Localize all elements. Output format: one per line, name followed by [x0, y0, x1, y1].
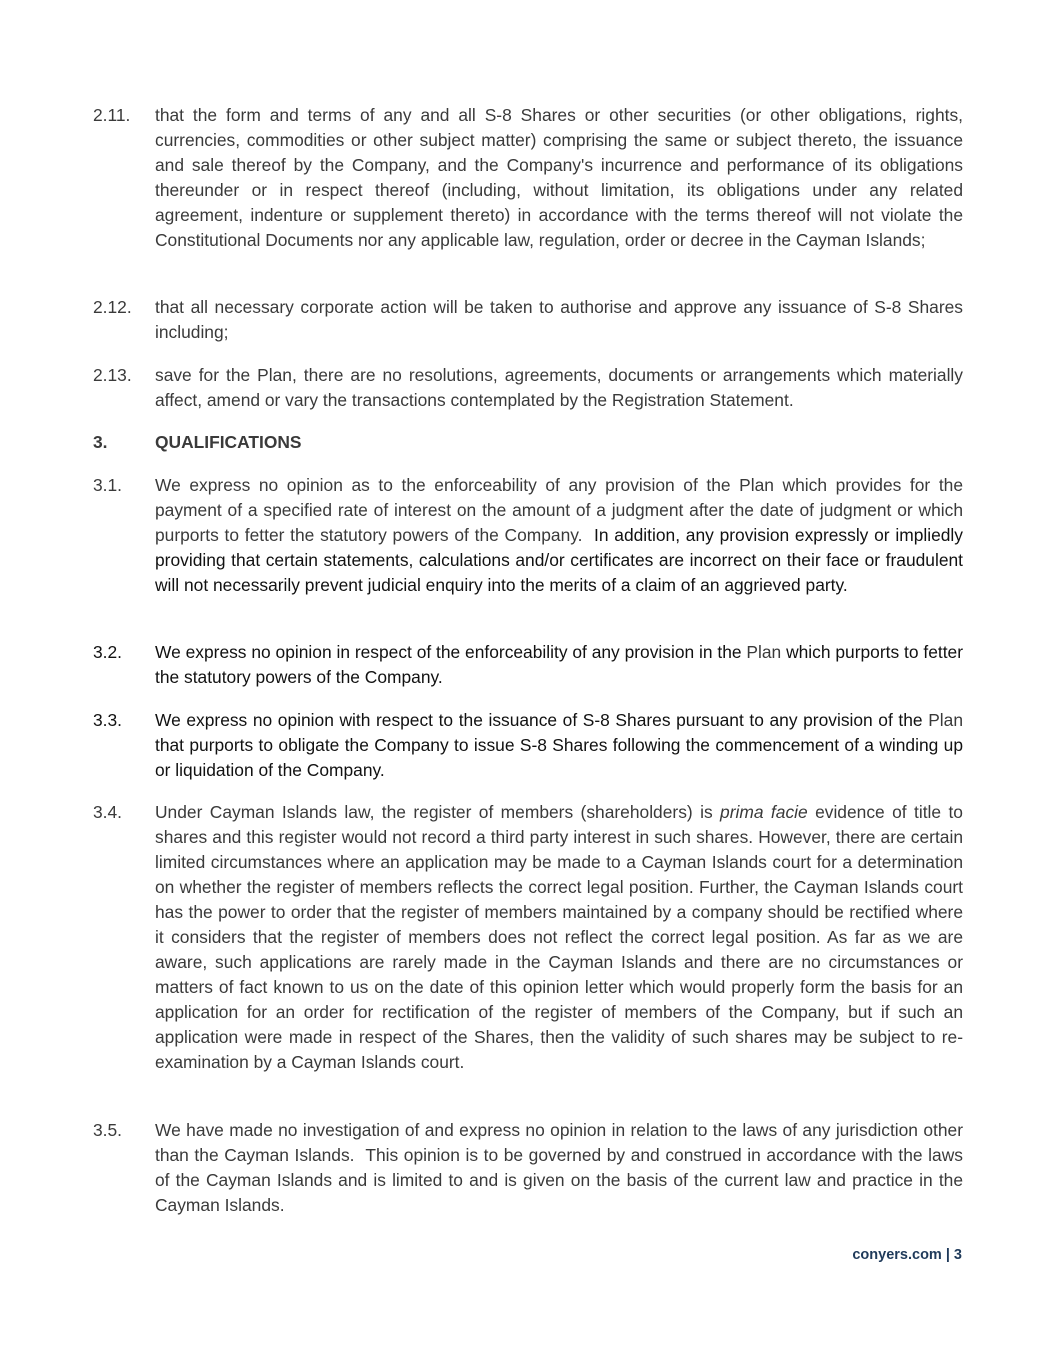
clause-2-12 — [93, 295, 963, 345]
plan-term: Plan — [928, 710, 963, 730]
qualification-3-4 — [93, 800, 963, 1075]
qualification-3-1 — [93, 473, 963, 598]
clause-text-part: We express no opinion in respect of the enforceability of any provision in the — [155, 642, 742, 662]
clause-text-part: We express no opinion as to the enforceability of any provision of the Plan which provides for the payment of a specified rate of interest on the amount of a judgment after the date of judgment or which purports to fetter the statutory powers of the Company. — [155, 475, 963, 545]
clause-2-13 — [93, 363, 963, 413]
section-heading — [93, 430, 302, 455]
clause-text — [155, 473, 963, 598]
clause-text: that all necessary corporate action will be taken to authorise and approve any issuance of S-8 Shares including; — [155, 297, 963, 342]
clause-number: 3.2. — [93, 642, 123, 662]
clause-text-part: evidence of title to shares and this register would not record a third party interest in such shares. However, there are certain limited circumstances where an application may be made to a Cayman Islands court for a determination on whether the register of members reflects the correct legal position. Further, the Cayman Islands court has the power to order that the register of members maintained by a company should be rectified where it considers that the register of members does not reflect the correct legal position. As far as we are aware, such applications are rarely made in the Cayman Islands and there are no circumstances or matters of fact known to us on the date of this opinion letter which would properly form the basis for an application for an order for rectification of the register of members of the Company, but if such an application were made in respect of the Shares, then the validity of such shares may be subject to re-examination by a Cayman Islands court. — [155, 802, 963, 1072]
plan-term: Plan — [746, 642, 782, 662]
latin-term: prima facie — [720, 802, 808, 822]
clause-text — [155, 640, 963, 690]
qualification-3-3 — [93, 708, 963, 783]
clause-text — [155, 708, 963, 783]
page-footer: conyers.com | 3 — [852, 1247, 962, 1263]
clause-text — [155, 1118, 963, 1218]
section-title: QUALIFICATIONS — [155, 432, 302, 452]
section-number: 3. — [93, 432, 108, 452]
clause-number: 3.5. — [93, 1120, 123, 1140]
clause-text: save for the Plan, there are no resolutions, agreements, documents or arrangements which materially affect, amend or vary the transactions contemplated by the Registration Statement. — [155, 365, 963, 410]
qualification-3-5 — [93, 1118, 963, 1218]
clause-text-part: We express no opinion with respect to the issuance of S-8 Shares pursuant to any provision of the — [155, 710, 923, 730]
clause-number: 3.1. — [93, 475, 123, 495]
clause-number: 2.11. — [93, 105, 131, 125]
clause-number: 2.12. — [93, 297, 132, 317]
clause-number: 3.4. — [93, 802, 123, 822]
qualification-3-2 — [93, 640, 963, 690]
clause-text-part: that purports to obligate the Company to issue S-8 Shares following the commencement of a winding up or liquidation of the Company. — [155, 735, 963, 780]
clause-text-part: In addition, any provision expressly or impliedly providing that certain statements, calculations and/or certificates are incorrect on their face or fraudulent will not necessarily prevent judicial enquiry into the merits of a claim of an aggrieved party. — [155, 525, 963, 595]
clause-text — [155, 800, 963, 1075]
clause-text-part: We have made no investigation of and express no opinion in relation to the laws of any jurisdiction other than the Cayman Islands. — [155, 1120, 963, 1165]
clause-text: that the form and terms of any and all S-8 Shares or other securities (or other obligations, rights, currencies, commodities or other subject matter) comprising the same or subject thereto, the issuance and sale thereof by the Company, and the Company's incurrence and performance of its obligations thereunder or in respect thereof (including, without limitation, its obligations under any related agreement, indenture or supplement thereto) in accordance with the terms thereof will not violate the Constitutional Documents nor any applicable law, regulation, order or decree in the Cayman Islands; — [155, 105, 963, 250]
clause-2-11 — [93, 103, 963, 253]
clause-number: 2.13. — [93, 365, 132, 385]
clause-text-part: This opinion is to be governed by and construed in accordance with the laws of the Cayman Islands and is limited to and is given on the basis of the current law and practice in the Cayman Islands. — [155, 1145, 963, 1215]
clause-number: 3.3. — [93, 710, 123, 730]
clause-text-part: Under Cayman Islands law, the register of members (shareholders) is — [155, 802, 713, 822]
clause-text-part: which purports to fetter the statutory powers of the Company. — [155, 642, 963, 687]
